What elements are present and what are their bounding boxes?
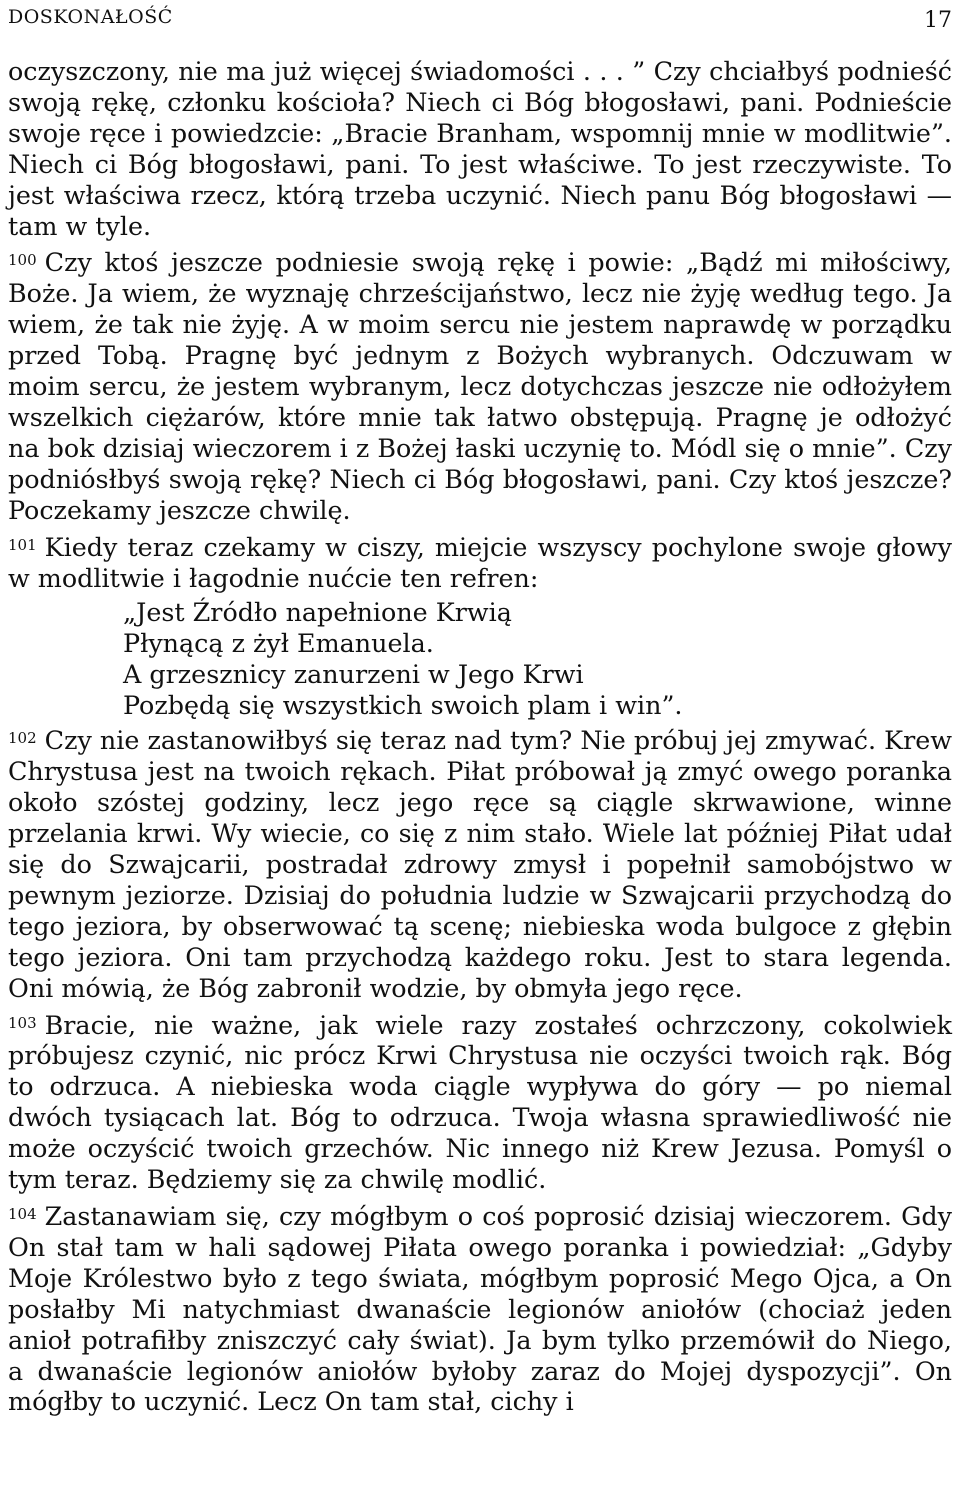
- page-header: [8, 0, 952, 56]
- paragraph-102: [8, 723, 952, 1003]
- paragraph-number: 100: [8, 251, 37, 270]
- paragraph-text: Kiedy teraz czekamy w ciszy, miejcie wszyscy pochylone swoje głowy w modlitwie i łagodnie nućcie ten refren:: [8, 531, 952, 593]
- paragraph-number: 101: [8, 535, 37, 554]
- paragraph-text: Czy nie zastanowiłbyś się teraz nad tym? Nie próbuj jej zmywać. Krew Chrystusa jest na twoich rękach. Piłat próbował ją zmyć owego poranka około szóstej godziny, lecz jego ręce są ciągle skrwawione, winne przelania krwi. Wy wiecie, co się z nim stało. Wiele lat później Piłat udał się do Szwajcarii, postradał zdrowy zmysł i popełnił samobójstwo w pewnym jeziorze. Dzisiaj do południa ludzie w Szwajcarii przychodzą do tego jeziora, by obserwować tą scenę; niebieska woda bulgoce z głębin tego jeziora. Oni tam przychodzą każdego roku. Jest to stara legenda. Oni mówią, że Bóg zabronił wodzie, by obmyła jego ręce.: [8, 725, 952, 1003]
- paragraph-number: 103: [8, 1013, 37, 1032]
- page-number: 17: [924, 8, 952, 33]
- paragraph-text: Bracie, nie ważne, jak wiele razy zostałeś ochrzczony, cokolwiek próbujesz czynić, nic prócz Krwi Chrystusa nie oczyści twoich rąk. Bóg to odrzuca. A niebieska woda ciągle wypływa do góry — po niemal dwóch tysiącach lat. Bóg to odrzuca. Twoja własna sprawiedliwość nie może oczyścić twoich grzechów. Nic innego niż Krew Jezusa. Pomyśl o tym teraz. Będziemy się za chwilę modlić.: [8, 1009, 952, 1195]
- verse-line: Pozbędą się wszystkich swoich plam i win”.: [123, 690, 683, 721]
- paragraph-text: oczyszczony, nie ma już więcej świadomości . . . ” Czy chciałbyś podnieść swoją rękę, członku kościoła? Niech ci Bóg błogosławi, pani. Podnieście swoje ręce i powiedzcie: „Bracie Branham, wspomnij mnie w modlitwie”. Niech ci Bóg błogosławi, pani. To jest właściwe. To jest rzeczywiste. To jest właściwa rzecz, którą trzeba uczynić. Niech panu Bóg błogosławi — tam w tyle.: [8, 56, 952, 241]
- verse-line: Płynącą z żył Emanuela.: [123, 628, 434, 659]
- paragraph-number: 102: [8, 729, 37, 748]
- paragraph-text: Zastanawiam się, czy mógłbym o coś poprosić dzisiaj wieczorem. Gdy On stał tam w hali sądowej Piłata owego poranka i powiedział: „Gdyby Moje Królestwo było z tego świata, mógłbym poprosić Mego Ojca, a On posłałby Mi natychmiast dwanaście legionów aniołów (chociaż jeden anioł potrafiłby zniszczyć cały świat). Ja bym tylko przemówił do Niego, a dwanaście legionów aniołów byłoby zaraz do Mojej dyspozycji”. On mógłby to uczynić. Lecz On tam stał, cichy i: [8, 1201, 952, 1417]
- paragraph-text: Czy ktoś jeszcze podniesie swoją rękę i powie: „Bądź mi miłościwy, Boże. Ja wiem, że wyznaję chrześcijaństwo, lecz nie żyję według tego. Ja wiem, że tak nie żyję. A w moim sercu nie jestem naprawdę w porządku przed Tobą. Pragnę być jednym z Bożych wybranych. Odczuwam w moim sercu, że jestem wybranym, lecz dotychczas jeszcze nie odłożyłem wszelkich ciężarów, które mnie tak łatwo obstępują. Pragnę je odłożyć na bok dzisiaj wieczorem i z Bożej łaski uczynię to. Módl się o mnie”. Czy podniósłbyś swoją rękę? Niech ci Bóg błogosławi, pani. Czy ktoś jeszcze? Poczekamy jeszcze chwilę.: [8, 247, 952, 525]
- paragraph-100: [8, 245, 952, 525]
- paragraph-103: [8, 1008, 952, 1195]
- verse-line: „Jest Źródło napełnione Krwią: [123, 597, 512, 628]
- paragraph-101: [8, 530, 952, 594]
- hymn-verse: [123, 597, 952, 721]
- paragraph-104: [8, 1199, 952, 1417]
- running-head: DOSKONAŁOŚĆ: [8, 6, 173, 28]
- paragraph-intro: [8, 56, 952, 241]
- paragraph-number: 104: [8, 1205, 37, 1223]
- verse-line: A grzesznicy zanurzeni w Jego Krwi: [123, 659, 584, 690]
- body-text: [8, 56, 952, 1417]
